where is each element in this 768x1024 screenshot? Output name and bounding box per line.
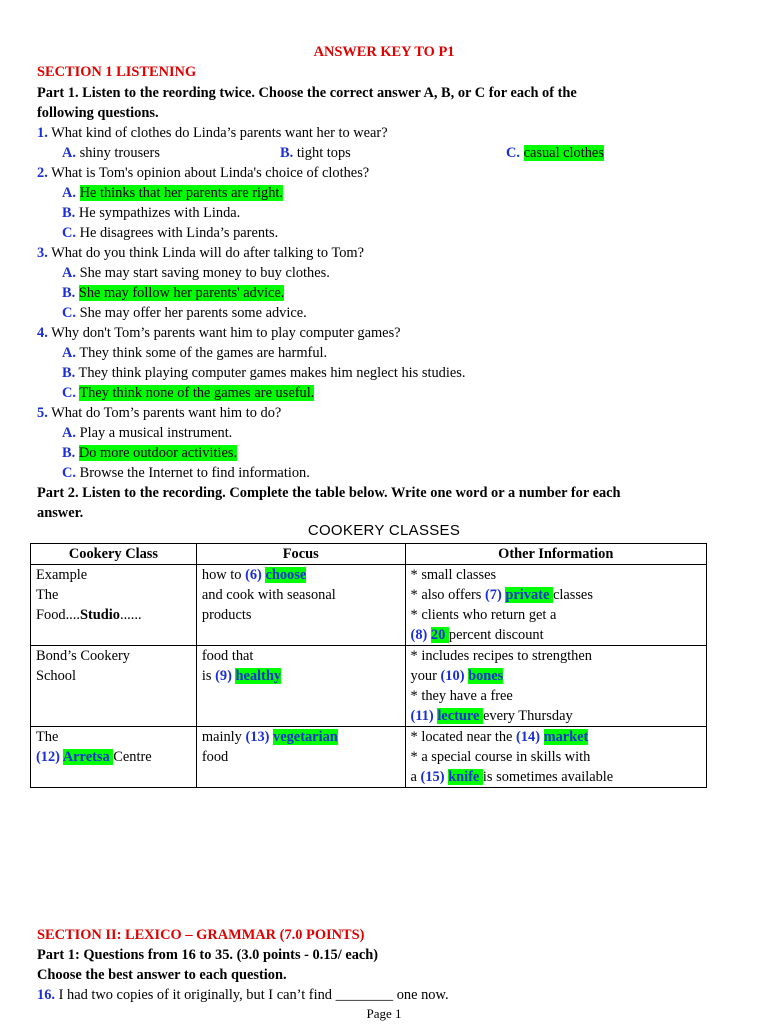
table-header-row — [31, 544, 707, 565]
answer-highlight: bones — [468, 668, 504, 684]
table-row — [31, 646, 707, 727]
table-row — [31, 727, 707, 788]
table-cell: * small classes * also offers (7) private classes * clients who return get a (8) 20 percent discount — [405, 565, 706, 646]
correct-answer-highlight: He thinks that her parents are right. — [79, 185, 284, 201]
answer-highlight: knife — [448, 769, 483, 785]
part1-instruction-line1: Part 1. Listen to the reording twice. Choose the correct answer A, B, or C for each of the — [37, 85, 577, 101]
q4-option-b: B. They think playing computer games makes him neglect his studies. — [62, 365, 466, 381]
question-2: 2. What is Tom's opinion about Linda's choice of clothes? — [37, 165, 370, 181]
page-title: ANSWER KEY TO P1 — [313, 44, 455, 60]
cookery-classes-table — [30, 543, 707, 788]
q3-option-a: A. She may start saving money to buy clothes. — [62, 265, 330, 281]
column-header: Cookery Class — [31, 544, 197, 565]
table-caption: COOKERY CLASSES — [307, 522, 461, 539]
table-cell: mainly (13) vegetarian food — [196, 727, 405, 788]
question-16: 16. I had two copies of it originally, but I can’t find ________ one now. — [37, 987, 449, 1003]
column-header: Other Information — [405, 544, 706, 565]
question-1 — [37, 123, 388, 143]
q2-option-c: C. He disagrees with Linda’s parents. — [62, 225, 279, 241]
answer-highlight: 20 — [430, 627, 449, 643]
q1-option-c: C. casual clothes — [506, 145, 604, 161]
table-cell: how to (6) choose and cook with seasonal products — [196, 565, 405, 646]
answer-highlight: market — [543, 729, 589, 745]
question-text: What kind of clothes do Linda’s parents want her to wear? — [51, 125, 388, 141]
part1-instruction-line2: following questions. — [37, 105, 159, 121]
q3-option-b: B. She may follow her parents' advice. — [62, 285, 285, 301]
part2-instruction-line2: answer. — [37, 505, 84, 521]
correct-answer-highlight: She may follow her parents' advice. — [78, 285, 285, 301]
table-cell: * includes recipes to strengthen your (10) bones * they have a free (11) lecture every Thursday — [405, 646, 706, 727]
q2-option-a: A. He thinks that her parents are right. — [62, 185, 284, 201]
part2-instruction-line1: Part 2. Listen to the recording. Complete the table below. Write one word or a number for each — [37, 485, 621, 501]
question-3: 3. What do you think Linda will do after talking to Tom? — [37, 245, 365, 261]
section1-heading: SECTION 1 LISTENING — [37, 64, 197, 80]
table-cell: Bond’s Cookery School — [31, 646, 197, 727]
section2-instruction: Choose the best answer to each question. — [37, 967, 287, 983]
q2-option-b: B. He sympathizes with Linda. — [62, 205, 241, 221]
q5-option-a: A. Play a musical instrument. — [62, 425, 233, 441]
table-row — [31, 565, 707, 646]
column-header: Focus — [196, 544, 405, 565]
q5-option-b: B. Do more outdoor activities. — [62, 445, 238, 461]
q3-option-c: C. She may offer her parents some advice. — [62, 305, 307, 321]
answer-highlight: private — [505, 587, 553, 603]
question-number: 1. — [37, 125, 48, 141]
table-cell: food that is (9) healthy — [196, 646, 405, 727]
q5-option-c: C. Browse the Internet to find information. — [62, 465, 310, 481]
q4-option-a: A. They think some of the games are harmful. — [62, 345, 328, 361]
q4-option-c: C. They think none of the games are useful. — [62, 385, 315, 401]
table-cell: The (12) Arretsa Centre — [31, 727, 197, 788]
section2-part1-heading: Part 1: Questions from 16 to 35. (3.0 points - 0.15/ each) — [37, 947, 379, 963]
page-number: Page 1 — [366, 1006, 402, 1021]
answer-highlight: healthy — [235, 668, 282, 684]
q1-option-a: A. shiny trousers — [62, 145, 160, 161]
question-4: 4. Why don't Tom’s parents want him to play computer games? — [37, 325, 401, 341]
answer-highlight: Arretsa — [62, 749, 114, 765]
answer-highlight: lecture — [437, 708, 483, 724]
table-cell: * located near the (14) market * a special course in skills with a (15) knife is sometimes available — [405, 727, 706, 788]
question-5: 5. What do Tom’s parents want him to do? — [37, 405, 282, 421]
correct-answer-highlight: Do more outdoor activities. — [78, 445, 238, 461]
correct-answer-highlight: They think none of the games are useful. — [79, 385, 315, 401]
answer-highlight: choose — [265, 567, 307, 583]
correct-answer-highlight: casual clothes — [523, 145, 604, 161]
section2-heading: SECTION II: LEXICO – GRAMMAR (7.0 POINTS) — [37, 927, 365, 943]
q1-option-b: B. tight tops — [280, 145, 351, 161]
table-cell: Example The Food....Studio...... — [31, 565, 197, 646]
answer-highlight: vegetarian — [273, 729, 338, 745]
